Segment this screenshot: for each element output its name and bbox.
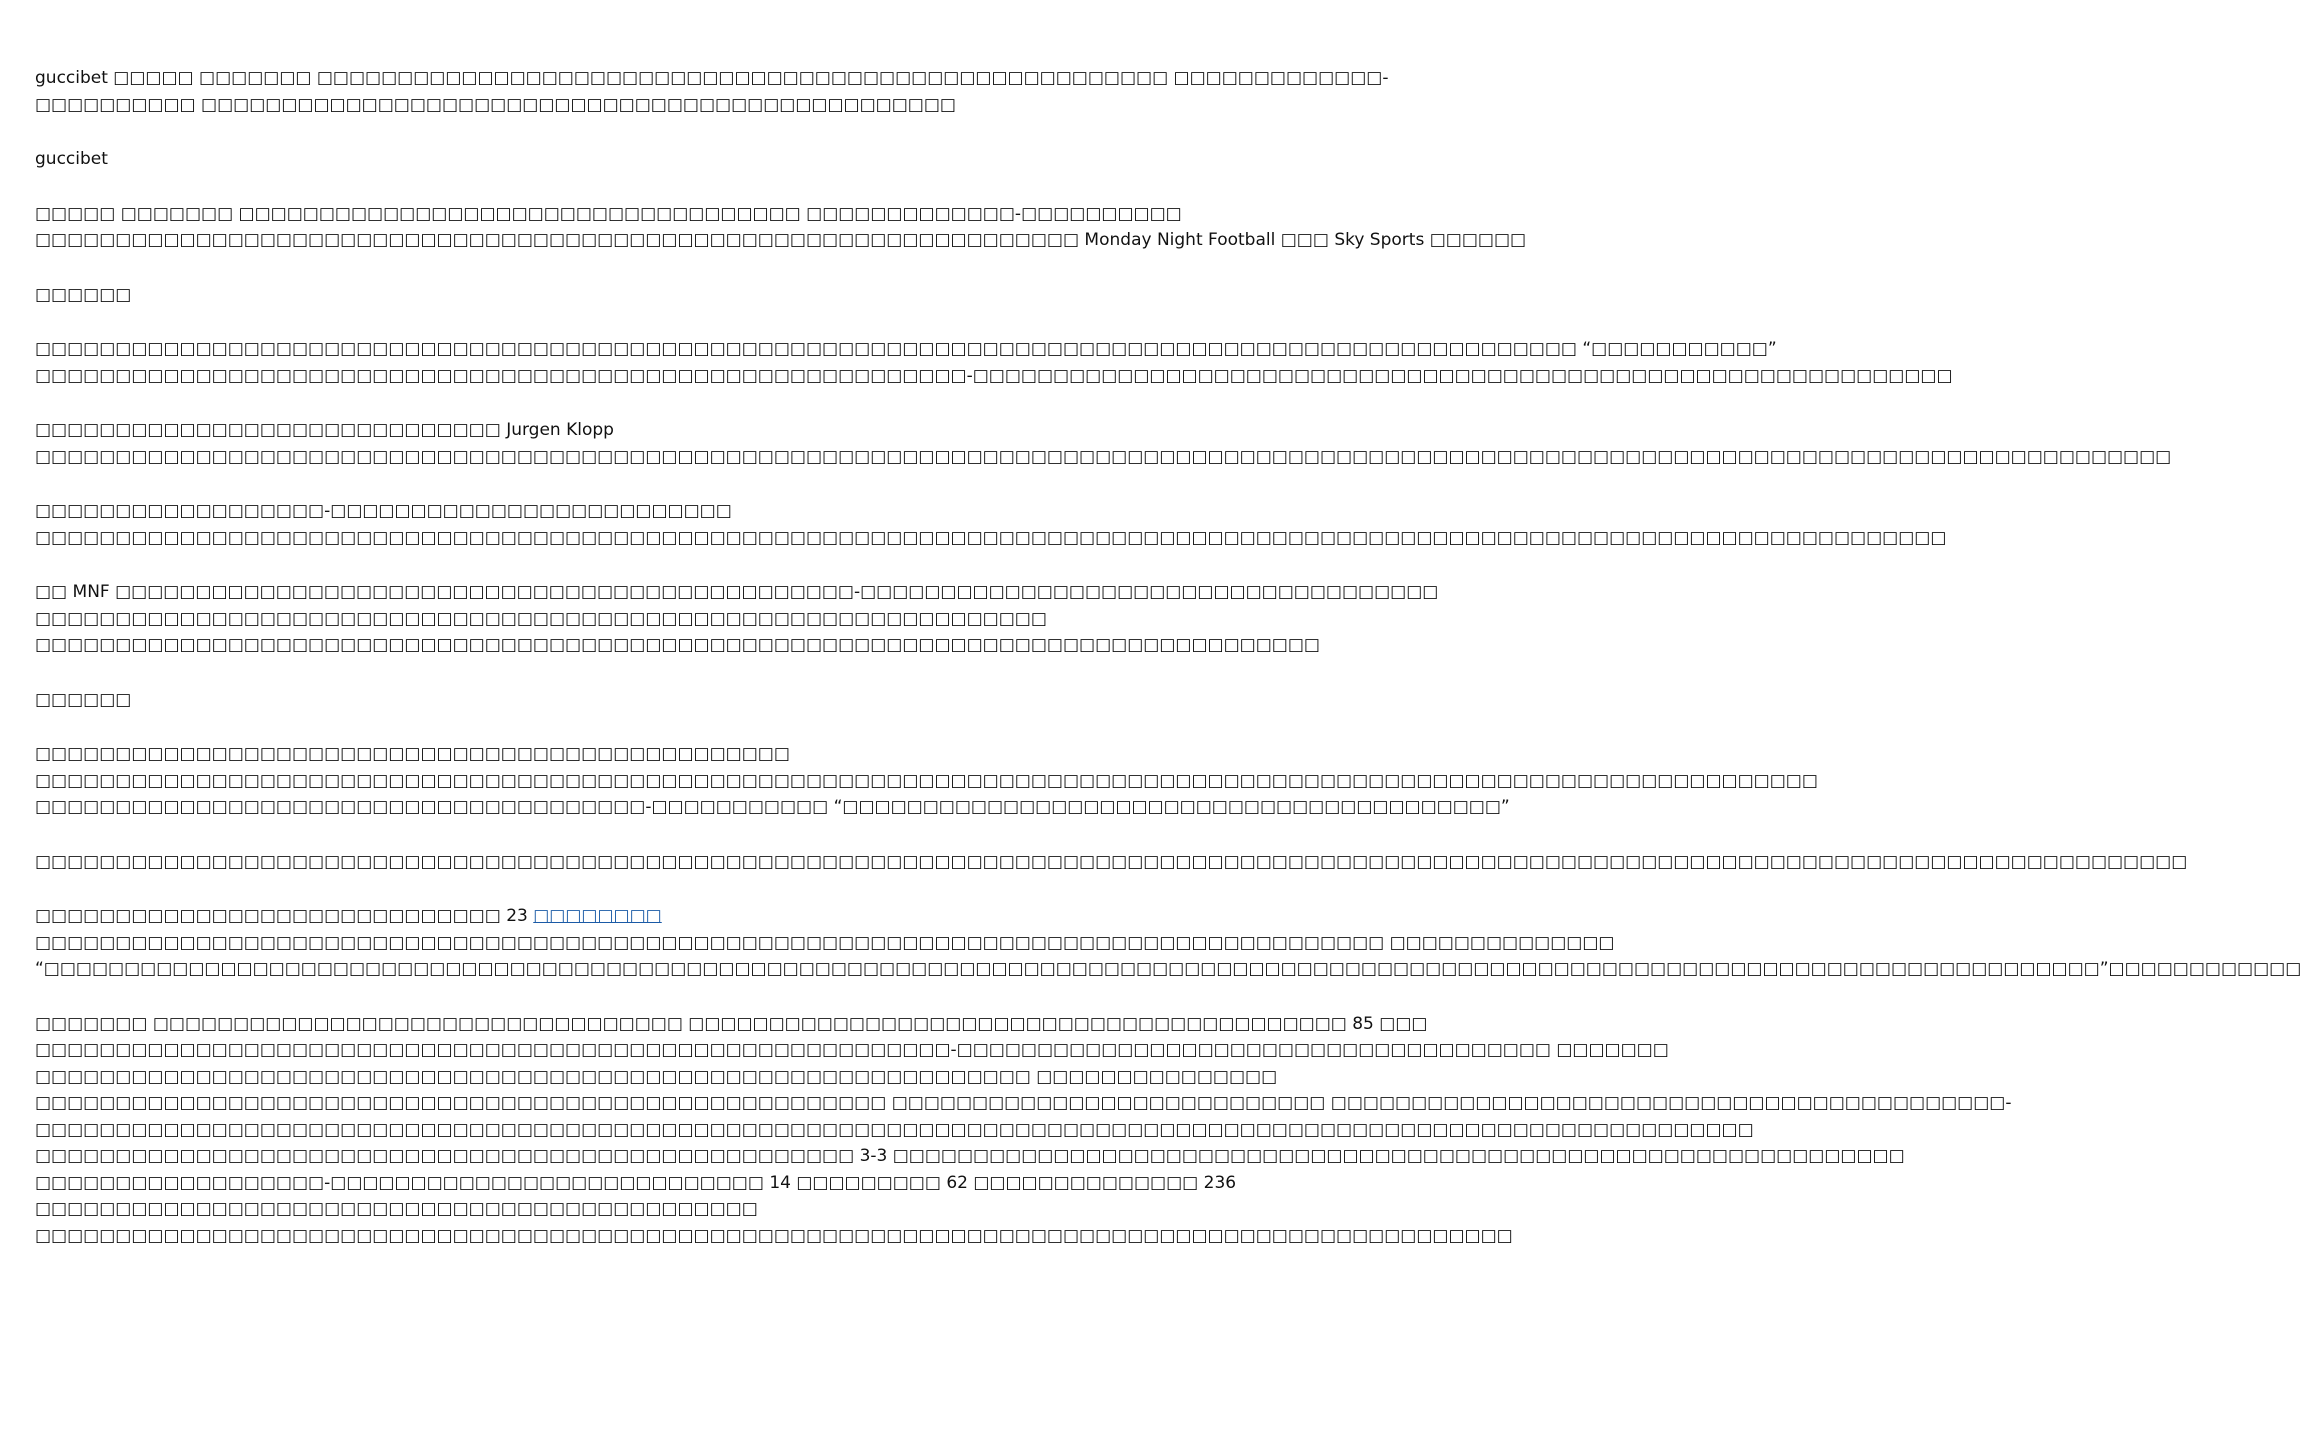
text-line: □□□□□□□□□□□□□□□□□□□□□□□□□□□□□□□□□□□□□□□□□□□□□□□□□□□□□□□□□□□□□□□	[35, 608, 1047, 629]
text-line: □□□□□ □□□□□□□ □□□□□□□□□□□□□□□□□□□□□□□□□□□□□□□□□□□ □□□□□□□□□□□□□-□□□□□□□□□□	[35, 203, 1182, 224]
text-line: □□□□□□□□□□□□□□□□□□□□□□□□□□□□□□□□□□□□□□□□□□□□□□□□□□□□□□□□□□□□□□□□□□□□□□□□□□□□□□□□□□□□□□□□□□□□□□□□□□□□□□□□□□□□□□□□□□□□□□□	[35, 527, 1947, 548]
paragraph	[35, 498, 1947, 551]
paragraph	[35, 336, 1953, 389]
text-line: □□□□□□□□□□□□□□□□□□□□□□□□□□□□□□□□□□□□□□□□□□□□□□□□□□□□□□□□□□□□□□□□□ Monday Night Football □□□ Sky Sports □□□□□□	[35, 230, 1527, 250]
text-line: □□□□□□□□□□□□□□□□□□□□□□□□□□□□□ Jurgen Klopp	[35, 420, 614, 440]
text-line: □□□□□□□□□□□□□□□□□□□□□□□□□□□□□□□□□□□□□□□□□□□□□□□□□□□□□□□□□□□□□□ □□□□□□□□□□□□□□□	[35, 1066, 1278, 1087]
text-line: □□□□□□□□□□□□□□□□□□□□□□□□□□□□□□□□□□□□□□□□□□□□□	[35, 1199, 758, 1219]
text-line: □□□□□□□□□□□□□□□□□□-□□□□□□□□□□□□□□□□□□□□□□□□□	[35, 501, 732, 521]
text-line	[35, 903, 988, 930]
text-line: □□ MNF □□□□□□□□□□□□□□□□□□□□□□□□□□□□□□□□□□□□□□□□□□□□□□-□□□□□□□□□□□□□□□□□□□□□□□□□□□□□□□□□□□□	[35, 582, 1439, 602]
text-line: □□□□□□	[35, 689, 132, 710]
text-line: □□□□□□□□□□□□□□□□□□□□□□□□□□□□□□□□□□□□□□□□□□□□□□□□□□□□□□□□□□-□□□□□□□□□□□□□□□□□□□□□□□□□□□□□□□□□□□□□□□□□□□□□□□□□□□□□□□□□□□□□	[35, 365, 1953, 386]
text-line: □□□□□□□□□□□□□□□□□□□□□□□□□□□□□□□□□□□□□□□□□□□□□□□□□□□□□□□□□□□□□□□□□□□□□□□□□□□□□□□□	[35, 635, 1320, 655]
text-line: □□□□□□□□□□□□□□□□□□□□□□□□□□□□□□□□□□□□□□□□□□□□□□□□□□□□□□□□□□□□□□□□□□□□□□□□□□□□□□□□□□□□□□□□□□□□□□□□□□□□□□□□□□□□□□□□□□□□□□□□□□□□□□□□□□□□□□	[35, 851, 2188, 872]
text-line: □□□□□□□□□□□□□□□□□□□□□□□□□□□□□□□□□□□□□□□□□□□□□□□	[35, 744, 790, 764]
paragraph	[35, 579, 1439, 659]
text-run: □□□□□□□□□□□□□□□□□□□□□□□□□□□□□ 23	[35, 906, 534, 926]
section-heading	[35, 687, 988, 714]
text-line: □□□□□□□□□□□□□□□□□□□□□□□□□□□□□□□□□□□□□□□□□□□□□□□□□□□□□□□□□□□□□□□□□□□□□□□□□□□□□□□□□□□□□□□□□□□□□□□□□□□□□□□□□□□□□□□	[35, 770, 1818, 791]
text-line: □□□□□□□□□□□□□□□□□□□□□□□□□□□□□□□□□□□□□□□□□□□□□□□□□□□□□ □□□□□□□□□□□□□□□□□□□□□□□□□□□ □□□□□□□□□□□□□□□□□□□□□□□□□□□□□□□□□□□□□□□□□□-	[35, 1093, 2012, 1113]
paragraph	[35, 201, 1527, 254]
text-line: guccibet	[35, 149, 108, 169]
paragraph	[35, 849, 2188, 876]
text-line: □□□□□□□□□□□□□□□□□□□□□□□□□□□□□□□□□□□□□□□□□□□□□□□□□□□□□□□□□-□□□□□□□□□□□□□□□□□□□□□□□□□□□□□□□□□□□□□ □□□□□□□	[35, 1040, 1669, 1060]
text-line: □□□□□□□□□□□□□□□□□□□□□□□□□□□□□□□□□□□□□□□□□□□□□□□□□□□□□□□□□□□□□□□□□□□□□□□□□□□□□□□□□□□□ □□□□□□□□□□□□□□	[35, 932, 1615, 953]
text-line: □□□□□□□□□□ □□□□□□□□□□□□□□□□□□□□□□□□□□□□□□□□□□□□□□□□□□□□□□□	[35, 94, 956, 115]
text-line: “□□□□□□□□□□□□□□□□□□□□□□□□□□□□□□□□□□□□□□□□□□□□□□□□□□□□□□□□□□□□□□□□□□□□□□□□□□□□□□□□□□□□□□□□□□□□□□□□□□□□□□□□□□□□□□□□□□□□□□□□□□□□□□□□”□□□□□□□□□□□□	[35, 959, 2301, 979]
intro-paragraph	[35, 65, 1389, 118]
text-line: □□□□□□□□□□□□□□□□□□-□□□□□□□□□□□□□□□□□□□□□□□□□□□ 14 □□□□□□□□□ 62 □□□□□□□□□□□□□□ 236	[35, 1172, 1237, 1193]
text-line: □□□□□□□□□□□□□□□□□□□□□□□□□□□□□□□□□□□□□□□□□□□□□□□□□□□□□□□□□□□□□□□□□□□□□□□□□□□□□□□□□□□□□□□□□□□□□□□□□□□□□□□□□□□	[35, 1119, 1754, 1140]
text-line: □□□□□□	[35, 284, 132, 305]
paragraph	[35, 417, 2172, 470]
site-name-heading	[35, 146, 988, 173]
section-heading	[35, 282, 988, 309]
text-line: □□□□□□□□□□□□□□□□□□□□□□□□□□□□□□□□□□□□□□□□□□□□□□□□□□□□□□□□□□□□□□□□□□□□□□□□□□□□□□□□□□□□□□□□□□□□□□□□□□□□□□□□□□□□□□□□□□□□□□□□□□□□□□□□□□□□□	[35, 446, 2172, 467]
paragraph-with-link	[35, 903, 2301, 983]
text-line: □□□□□□□□□□□□□□□□□□□□□□□□□□□□□□□□□□□□□□□□□□□□□□□□□□□ 3-3 □□□□□□□□□□□□□□□□□□□□□□□□□□□□□□□□□□□□□□□□□□□□□□□□□□□□□□□□□□□□□□□	[35, 1146, 1905, 1166]
text-line: □□□□□□□□□□□□□□□□□□□□□□□□□□□□□□□□□□□□□□-□□□□□□□□□□□ “□□□□□□□□□□□□□□□□□□□□□□□□□□□□□□□□□□□□□□□□□”	[35, 797, 1510, 817]
paragraph	[35, 741, 1818, 821]
text-line: □□□□□□□□□□□□□□□□□□□□□□□□□□□□□□□□□□□□□□□□□□□□□□□□□□□□□□□□□□□□□□□□□□□□□□□□□□□□□□□□□□□□□□□□□□□□□□□□ “□□□□□□□□□□□”	[35, 339, 1777, 359]
inline-link[interactable]: □□□□□□□□	[533, 906, 662, 926]
text-line: □□□□□□□ □□□□□□□□□□□□□□□□□□□□□□□□□□□□□□□□□ □□□□□□□□□□□□□□□□□□□□□□□□□□□□□□□□□□□□□□□□□ 85 □□□	[35, 1013, 1428, 1034]
text-line: guccibet □□□□□ □□□□□□□ □□□□□□□□□□□□□□□□□□□□□□□□□□□□□□□□□□□□□□□□□□□□□□□□□□□□□ □□□□□□□□□□□□□-	[35, 68, 1389, 88]
text-line: □□□□□□□□□□□□□□□□□□□□□□□□□□□□□□□□□□□□□□□□□□□□□□□□□□□□□□□□□□□□□□□□□□□□□□□□□□□□□□□□□□□□□□□□□□□□	[35, 1225, 1513, 1246]
paragraph	[35, 1011, 2012, 1250]
